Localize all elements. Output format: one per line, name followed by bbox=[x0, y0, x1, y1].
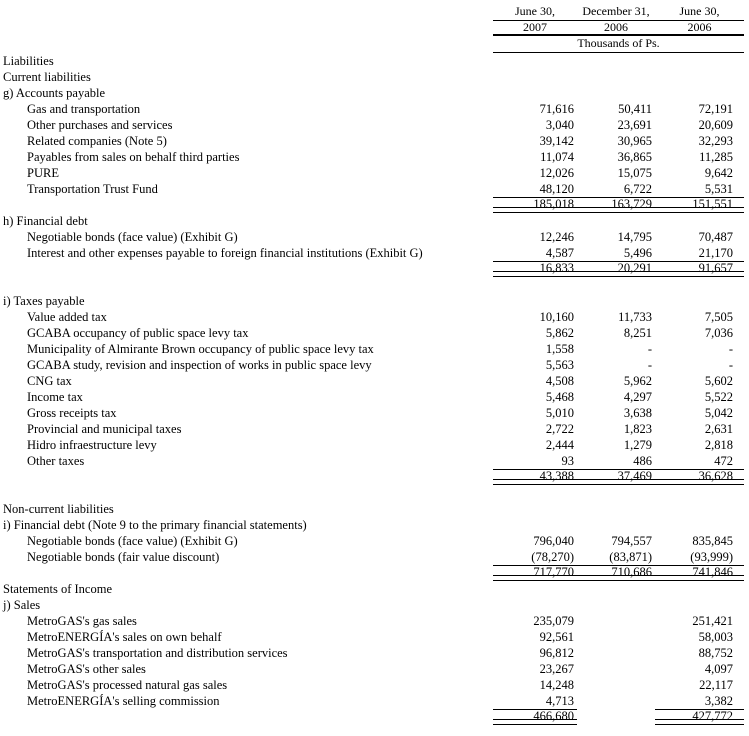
value-col3: 2,631 bbox=[704, 422, 733, 436]
row-label: Other taxes bbox=[27, 454, 85, 468]
value-col1: 1,558 bbox=[545, 342, 574, 356]
row-label: g) Accounts payable bbox=[3, 86, 106, 100]
value-col1: 92,561 bbox=[539, 630, 574, 644]
value-col1: 23,267 bbox=[539, 662, 574, 676]
row-values bbox=[493, 229, 744, 245]
value-col3 bbox=[655, 69, 744, 85]
value-col1: (78,270) bbox=[531, 550, 574, 564]
value-col2 bbox=[577, 629, 655, 645]
row-values bbox=[493, 245, 744, 261]
value-col3 bbox=[655, 293, 744, 309]
row-label: j) Sales bbox=[3, 598, 41, 612]
table-row bbox=[0, 133, 749, 149]
row-values bbox=[493, 629, 744, 645]
row-values bbox=[493, 501, 744, 517]
header-left-blank bbox=[0, 0, 493, 21]
table-row bbox=[0, 357, 749, 373]
value-col2 bbox=[577, 485, 655, 501]
value-col2: 710,686 bbox=[611, 565, 652, 579]
header-years-cells bbox=[493, 21, 744, 36]
row-label: Municipality of Almirante Brown occupancy of public space levy tax bbox=[27, 342, 374, 356]
value-col2 bbox=[577, 501, 655, 517]
value-col3: 21,170 bbox=[698, 246, 733, 260]
row-values bbox=[493, 69, 744, 85]
value-col2: 5,496 bbox=[623, 246, 652, 260]
table-row bbox=[0, 149, 749, 165]
header-years-row bbox=[0, 21, 749, 36]
table-row bbox=[0, 437, 749, 453]
row-values bbox=[493, 485, 744, 501]
value-col3: 36,628 bbox=[698, 469, 733, 483]
row-label: MetroGAS's processed natural gas sales bbox=[27, 678, 228, 692]
row-label: Hidro infraestructure levy bbox=[27, 438, 157, 452]
row-values bbox=[493, 549, 744, 565]
value-col1: 10,160 bbox=[539, 310, 574, 324]
value-col1: 48,120 bbox=[539, 182, 574, 196]
row-label: MetroENERGÍA's sales on own behalf bbox=[27, 630, 222, 644]
table-row bbox=[0, 549, 749, 565]
row-label: CNG tax bbox=[27, 374, 72, 388]
value-col2: 794,557 bbox=[611, 534, 652, 548]
value-col2: (83,871) bbox=[609, 550, 652, 564]
row-label: MetroENERGÍA's selling commission bbox=[27, 694, 220, 708]
row-label: Interest and other expenses payable to foreign financial institutions (Exhibit G) bbox=[27, 246, 423, 260]
value-col2: 1,279 bbox=[623, 438, 652, 452]
row-values bbox=[493, 357, 744, 373]
table-row bbox=[0, 645, 749, 661]
value-col1: 16,833 bbox=[539, 261, 574, 275]
value-col2: 37,469 bbox=[617, 469, 652, 483]
period-column-3-year: 2006 bbox=[687, 20, 712, 34]
value-col2 bbox=[577, 597, 655, 613]
table-row bbox=[0, 629, 749, 645]
row-values bbox=[493, 309, 744, 325]
total-row bbox=[0, 261, 749, 277]
value-col3: 741,846 bbox=[692, 565, 733, 579]
row-values bbox=[493, 645, 744, 661]
row-values bbox=[493, 165, 744, 181]
value-col2 bbox=[577, 293, 655, 309]
period-column-2-date: December 31, bbox=[582, 4, 650, 18]
section-heading-row bbox=[0, 501, 749, 517]
table-row bbox=[0, 165, 749, 181]
row-values bbox=[493, 469, 744, 485]
table-row bbox=[0, 693, 749, 709]
row-label: Gross receipts tax bbox=[27, 406, 117, 420]
row-values bbox=[493, 197, 744, 213]
value-col3: 88,752 bbox=[698, 646, 733, 660]
units-label: Thousands of Ps. bbox=[577, 36, 660, 50]
double-rule bbox=[493, 719, 577, 725]
value-col3: 472 bbox=[714, 454, 733, 468]
value-col3 bbox=[655, 213, 744, 229]
table-row bbox=[0, 341, 749, 357]
value-col1: 93 bbox=[561, 454, 574, 468]
value-col2: 36,865 bbox=[617, 150, 652, 164]
section-heading-row bbox=[0, 69, 749, 85]
value-col3: 835,845 bbox=[692, 534, 733, 548]
value-col1: 4,587 bbox=[545, 246, 574, 260]
spacer-row bbox=[0, 277, 749, 293]
value-col1: 3,040 bbox=[545, 118, 574, 132]
value-col1 bbox=[493, 85, 577, 101]
value-col3 bbox=[655, 53, 744, 69]
value-col1 bbox=[493, 517, 577, 533]
period-column-1-date: June 30, bbox=[515, 4, 555, 18]
row-values bbox=[493, 565, 744, 581]
row-values bbox=[493, 149, 744, 165]
value-col3: 5,602 bbox=[704, 374, 733, 388]
table-row bbox=[0, 421, 749, 437]
table-row bbox=[0, 325, 749, 341]
value-col2: 486 bbox=[633, 454, 652, 468]
value-col2: 23,691 bbox=[617, 118, 652, 132]
value-col2: 5,962 bbox=[623, 374, 652, 388]
table-row bbox=[0, 309, 749, 325]
value-col1 bbox=[493, 213, 577, 229]
table-row bbox=[0, 613, 749, 629]
table-row bbox=[0, 117, 749, 133]
row-label bbox=[0, 565, 493, 581]
value-col2: 20,291 bbox=[617, 261, 652, 275]
row-label: Current liabilities bbox=[3, 70, 91, 84]
row-values bbox=[493, 613, 744, 629]
value-col1: 5,862 bbox=[545, 326, 574, 340]
value-col3 bbox=[655, 597, 744, 613]
row-label: GCABA occupancy of public space levy tax bbox=[27, 326, 249, 340]
value-col1: 71,616 bbox=[539, 102, 574, 116]
section-heading-row bbox=[0, 53, 749, 69]
value-col3: 91,657 bbox=[698, 261, 733, 275]
value-col3: 2,818 bbox=[704, 438, 733, 452]
value-col1: 5,010 bbox=[545, 406, 574, 420]
value-col2 bbox=[577, 277, 655, 293]
value-col3: 32,293 bbox=[698, 134, 733, 148]
row-label bbox=[0, 197, 493, 213]
row-values bbox=[493, 181, 744, 197]
value-col1: 14,248 bbox=[539, 678, 574, 692]
value-col3: 9,642 bbox=[704, 166, 733, 180]
row-label: Other purchases and services bbox=[27, 118, 173, 132]
header-dates-cells bbox=[493, 0, 744, 21]
value-col2: 3,638 bbox=[623, 406, 652, 420]
header-units-row bbox=[0, 36, 749, 53]
row-label: Payables from sales on behalf third parties bbox=[27, 150, 240, 164]
row-label: i) Financial debt (Note 9 to the primary financial statements) bbox=[3, 518, 307, 532]
row-values bbox=[493, 117, 744, 133]
row-label bbox=[0, 469, 493, 485]
total-row bbox=[0, 709, 749, 725]
value-col2 bbox=[577, 213, 655, 229]
row-values bbox=[493, 421, 744, 437]
row-values bbox=[493, 405, 744, 421]
row-label: Related companies (Note 5) bbox=[27, 134, 167, 148]
row-values bbox=[493, 533, 744, 549]
value-col2: 14,795 bbox=[617, 230, 652, 244]
value-col3: 251,421 bbox=[692, 614, 733, 628]
double-rule bbox=[655, 719, 744, 725]
value-col3: 70,487 bbox=[698, 230, 733, 244]
value-col1: 796,040 bbox=[533, 534, 574, 548]
total-row bbox=[0, 565, 749, 581]
value-col2: 30,965 bbox=[617, 134, 652, 148]
value-col3: (93,999) bbox=[690, 550, 733, 564]
row-values bbox=[493, 85, 744, 101]
row-label: MetroGAS's gas sales bbox=[27, 614, 137, 628]
value-col3: 7,505 bbox=[704, 310, 733, 324]
value-col1: 5,468 bbox=[545, 390, 574, 404]
value-col2 bbox=[577, 661, 655, 677]
value-col3: - bbox=[728, 342, 733, 356]
value-col1: 4,508 bbox=[545, 374, 574, 388]
value-col3: 151,551 bbox=[692, 197, 733, 211]
row-label: Non-current liabilities bbox=[3, 502, 114, 516]
row-label: i) Taxes payable bbox=[3, 294, 85, 308]
value-col3: 22,117 bbox=[699, 678, 733, 692]
table-row bbox=[0, 389, 749, 405]
value-col3: 5,522 bbox=[704, 390, 733, 404]
value-col1: 12,026 bbox=[539, 166, 574, 180]
value-col3: 427,772 bbox=[655, 709, 744, 725]
row-values bbox=[493, 293, 744, 309]
row-values bbox=[493, 581, 744, 597]
value-col2: 50,411 bbox=[618, 102, 652, 116]
row-label: GCABA study, revision and inspection of works in public space levy bbox=[27, 358, 372, 372]
value-col2: 163,729 bbox=[611, 197, 652, 211]
value-col3: 5,531 bbox=[704, 182, 733, 196]
row-values bbox=[493, 517, 744, 533]
row-label: Provincial and municipal taxes bbox=[27, 422, 182, 436]
row-values bbox=[493, 677, 744, 693]
value-col1 bbox=[493, 485, 577, 501]
value-col1 bbox=[493, 581, 577, 597]
value-col1: 4,713 bbox=[545, 694, 574, 708]
period-column-3-date: June 30, bbox=[679, 4, 720, 18]
value-col1 bbox=[493, 293, 577, 309]
value-col2 bbox=[577, 85, 655, 101]
value-col2 bbox=[577, 709, 655, 725]
value-col2: - bbox=[647, 358, 652, 372]
row-values bbox=[493, 325, 744, 341]
row-values bbox=[493, 661, 744, 677]
value-col1 bbox=[493, 69, 577, 85]
value-col1 bbox=[493, 53, 577, 69]
value-col2 bbox=[577, 693, 655, 709]
value-col3 bbox=[655, 85, 744, 101]
value-col2: 11,733 bbox=[618, 310, 652, 324]
value-col2 bbox=[577, 677, 655, 693]
period-column-1-year: 2007 bbox=[523, 20, 547, 34]
row-label: Statements of Income bbox=[3, 582, 112, 596]
row-values bbox=[493, 53, 744, 69]
value-col1: 185,018 bbox=[533, 197, 574, 211]
value-col1: 5,563 bbox=[545, 358, 574, 372]
table-row bbox=[0, 373, 749, 389]
value-col1: 235,079 bbox=[533, 614, 574, 628]
row-values bbox=[493, 389, 744, 405]
row-values bbox=[493, 437, 744, 453]
value-col2: 1,823 bbox=[623, 422, 652, 436]
section-heading-row bbox=[0, 213, 749, 229]
value-col2 bbox=[577, 645, 655, 661]
value-col3: - bbox=[728, 358, 733, 372]
value-col1 bbox=[493, 597, 577, 613]
value-col3 bbox=[655, 277, 744, 293]
value-col3: 5,042 bbox=[704, 406, 733, 420]
row-label: PURE bbox=[27, 166, 59, 180]
value-col1 bbox=[493, 501, 577, 517]
value-col2: 8,251 bbox=[623, 326, 652, 340]
total-row bbox=[0, 469, 749, 485]
value-col2: - bbox=[647, 342, 652, 356]
value-col1: 96,812 bbox=[539, 646, 574, 660]
value-col1: 717,770 bbox=[533, 565, 574, 579]
row-label: MetroGAS's transportation and distribution services bbox=[27, 646, 288, 660]
row-values bbox=[493, 101, 744, 117]
row-label: Negotiable bonds (face value) (Exhibit G) bbox=[27, 230, 238, 244]
value-col3: 58,003 bbox=[698, 630, 733, 644]
row-label: Negotiable bonds (face value) (Exhibit G) bbox=[27, 534, 238, 548]
value-col1: 39,142 bbox=[539, 134, 574, 148]
value-col2: 6,722 bbox=[623, 182, 652, 196]
row-values bbox=[493, 261, 744, 277]
section-heading-row bbox=[0, 517, 749, 533]
row-values bbox=[493, 709, 744, 725]
section-heading-row bbox=[0, 597, 749, 613]
row-label: Gas and transportation bbox=[27, 102, 141, 116]
row-label: Liabilities bbox=[3, 54, 54, 68]
row-values bbox=[493, 213, 744, 229]
row-label: MetroGAS's other sales bbox=[27, 662, 146, 676]
value-col2 bbox=[577, 517, 655, 533]
row-label: Negotiable bonds (fair value discount) bbox=[27, 550, 220, 564]
value-col3 bbox=[655, 485, 744, 501]
total-row bbox=[0, 197, 749, 213]
value-col3 bbox=[655, 581, 744, 597]
header-left-blank bbox=[0, 21, 493, 36]
row-values bbox=[493, 373, 744, 389]
section-heading-row bbox=[0, 293, 749, 309]
row-values bbox=[493, 341, 744, 357]
value-col3 bbox=[655, 517, 744, 533]
value-col3: 4,097 bbox=[704, 662, 733, 676]
value-col1: 2,444 bbox=[545, 438, 574, 452]
row-values bbox=[493, 453, 744, 469]
value-col2: 15,075 bbox=[617, 166, 652, 180]
value-col3: 3,382 bbox=[704, 694, 733, 708]
spacer-row bbox=[0, 485, 749, 501]
header-units-cell bbox=[493, 36, 744, 53]
row-label: h) Financial debt bbox=[3, 214, 88, 228]
value-col3: 20,609 bbox=[698, 118, 733, 132]
value-col2: 4,297 bbox=[623, 390, 652, 404]
period-column-2-year: 2006 bbox=[604, 20, 628, 34]
value-col3: 7,036 bbox=[704, 326, 733, 340]
financial-table-body bbox=[0, 53, 749, 725]
row-label bbox=[0, 709, 493, 725]
section-heading-row bbox=[0, 581, 749, 597]
row-values bbox=[493, 693, 744, 709]
table-row bbox=[0, 533, 749, 549]
value-col2 bbox=[577, 53, 655, 69]
row-label: Value added tax bbox=[27, 310, 107, 324]
table-row bbox=[0, 661, 749, 677]
row-label: Transportation Trust Fund bbox=[27, 182, 158, 196]
section-heading-row bbox=[0, 85, 749, 101]
table-row bbox=[0, 101, 749, 117]
table-row bbox=[0, 453, 749, 469]
table-row bbox=[0, 229, 749, 245]
table-row bbox=[0, 181, 749, 197]
value-col3: 72,191 bbox=[698, 102, 733, 116]
value-col1: 12,246 bbox=[539, 230, 574, 244]
row-label: Income tax bbox=[27, 390, 83, 404]
value-col2 bbox=[577, 69, 655, 85]
table-row bbox=[0, 245, 749, 261]
header-dates-row bbox=[0, 0, 749, 21]
table-row bbox=[0, 677, 749, 693]
value-col1: 11,074 bbox=[540, 150, 574, 164]
value-col1: 2,722 bbox=[545, 422, 574, 436]
value-col2 bbox=[577, 613, 655, 629]
value-col1: 43,388 bbox=[539, 469, 574, 483]
row-values bbox=[493, 277, 744, 293]
row-label bbox=[0, 261, 493, 277]
table-row bbox=[0, 405, 749, 421]
header-left-blank bbox=[0, 36, 493, 53]
row-values bbox=[493, 597, 744, 613]
value-col3: 11,285 bbox=[699, 150, 733, 164]
value-col1: 466,680 bbox=[493, 709, 577, 725]
row-values bbox=[493, 133, 744, 149]
value-col3 bbox=[655, 501, 744, 517]
value-col1 bbox=[493, 277, 577, 293]
value-col2 bbox=[577, 581, 655, 597]
